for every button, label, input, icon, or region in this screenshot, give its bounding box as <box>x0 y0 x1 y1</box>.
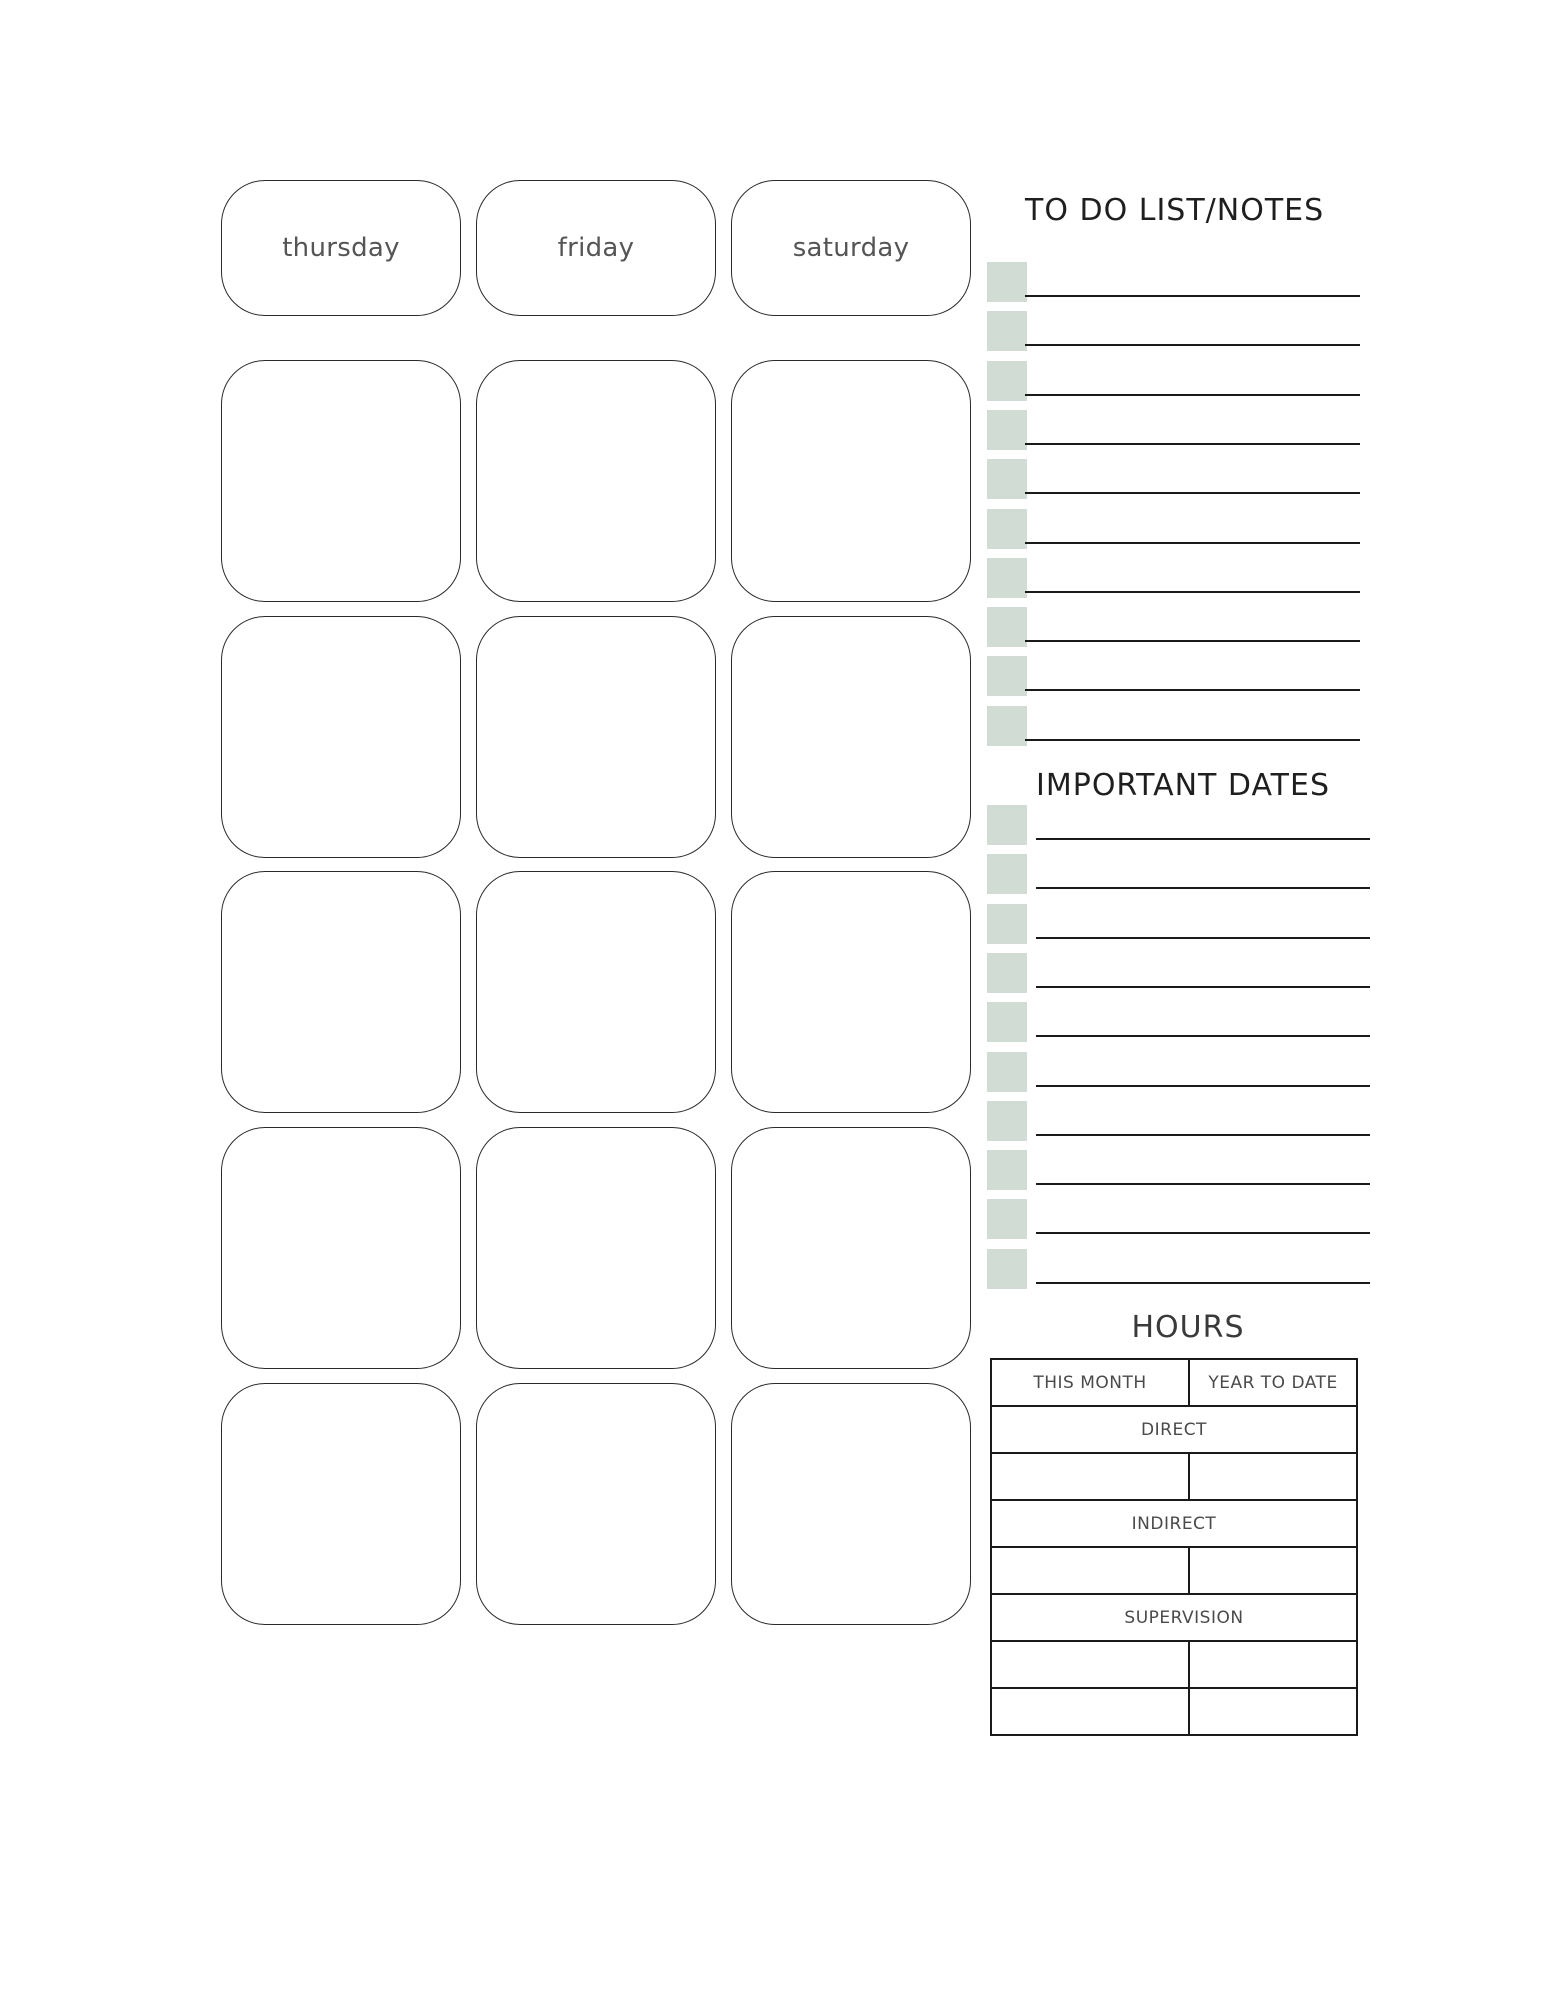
day-cell[interactable] <box>476 1127 716 1369</box>
important-date-line[interactable] <box>1036 838 1370 840</box>
day-cell[interactable] <box>221 616 461 858</box>
day-cell[interactable] <box>476 616 716 858</box>
todo-item-line[interactable] <box>1025 344 1360 346</box>
day-cell[interactable] <box>731 1127 971 1369</box>
todo-item-checkbox[interactable] <box>987 361 1027 401</box>
important-date-checkbox[interactable] <box>987 1052 1027 1092</box>
todo-item-line[interactable] <box>1025 295 1360 297</box>
todo-item-line[interactable] <box>1025 443 1360 445</box>
day-cell[interactable] <box>731 1383 971 1625</box>
day-cell[interactable] <box>221 360 461 602</box>
important-date-checkbox[interactable] <box>987 1101 1027 1141</box>
hours-section-row <box>991 1500 1357 1547</box>
day-header-friday <box>476 180 716 316</box>
todo-item-checkbox[interactable] <box>987 410 1027 450</box>
supervision-this-month-cell-2[interactable] <box>991 1688 1189 1735</box>
day-cell[interactable] <box>221 1127 461 1369</box>
hours-section-row <box>991 1406 1357 1453</box>
important-date-line[interactable] <box>1036 1232 1370 1234</box>
important-date-checkbox[interactable] <box>987 1199 1027 1239</box>
todo-item-line[interactable] <box>1025 591 1360 593</box>
todo-item-line[interactable] <box>1025 542 1360 544</box>
hours-entry-row <box>991 1641 1357 1688</box>
important-date-checkbox[interactable] <box>987 1249 1027 1289</box>
todo-item-checkbox[interactable] <box>987 558 1027 598</box>
day-cell[interactable] <box>731 871 971 1113</box>
todo-item-checkbox[interactable] <box>987 607 1027 647</box>
important-date-line[interactable] <box>1036 1134 1370 1136</box>
important-date-checkbox[interactable] <box>987 805 1027 845</box>
supervision-label: SUPERVISION <box>991 1594 1357 1641</box>
hours-entry-row <box>991 1688 1357 1735</box>
important-date-line[interactable] <box>1036 1282 1370 1284</box>
important-date-line[interactable] <box>1036 1085 1370 1087</box>
indirect-year-to-date-cell[interactable] <box>1189 1547 1357 1594</box>
important-date-checkbox[interactable] <box>987 1150 1027 1190</box>
day-label: thursday <box>282 233 400 263</box>
important-date-line[interactable] <box>1036 887 1370 889</box>
direct-label: DIRECT <box>991 1406 1357 1453</box>
supervision-this-month-cell[interactable] <box>991 1641 1189 1688</box>
direct-this-month-cell[interactable] <box>991 1453 1189 1500</box>
important-date-checkbox[interactable] <box>987 953 1027 993</box>
hours-section-row <box>991 1594 1357 1641</box>
indirect-this-month-cell[interactable] <box>991 1547 1189 1594</box>
day-cell[interactable] <box>731 616 971 858</box>
important-date-line[interactable] <box>1036 937 1370 939</box>
direct-year-to-date-cell[interactable] <box>1189 1453 1357 1500</box>
indirect-label: INDIRECT <box>991 1500 1357 1547</box>
day-cell[interactable] <box>731 360 971 602</box>
day-label: saturday <box>792 233 910 263</box>
day-cell[interactable] <box>476 1383 716 1625</box>
todo-item-line[interactable] <box>1025 640 1360 642</box>
todo-title: TO DO LIST/NOTES <box>1025 193 1325 228</box>
day-cell[interactable] <box>476 360 716 602</box>
important-date-checkbox[interactable] <box>987 904 1027 944</box>
todo-item-checkbox[interactable] <box>987 706 1027 746</box>
important-date-checkbox[interactable] <box>987 854 1027 894</box>
day-header-saturday <box>731 180 971 316</box>
day-cell[interactable] <box>221 871 461 1113</box>
hours-title: HOURS <box>1131 1310 1245 1345</box>
hours-header-row <box>991 1359 1357 1406</box>
important-date-line[interactable] <box>1036 1035 1370 1037</box>
supervision-year-to-date-cell[interactable] <box>1189 1641 1357 1688</box>
supervision-year-to-date-cell-2[interactable] <box>1189 1688 1357 1735</box>
important-date-checkbox[interactable] <box>987 1002 1027 1042</box>
day-cell[interactable] <box>476 871 716 1113</box>
todo-item-line[interactable] <box>1025 739 1360 741</box>
day-label: friday <box>557 233 635 263</box>
day-header-thursday <box>221 180 461 316</box>
day-cell[interactable] <box>221 1383 461 1625</box>
important-date-line[interactable] <box>1036 1183 1370 1185</box>
important-date-line[interactable] <box>1036 986 1370 988</box>
todo-item-checkbox[interactable] <box>987 311 1027 351</box>
todo-item-checkbox[interactable] <box>987 509 1027 549</box>
todo-item-line[interactable] <box>1025 394 1360 396</box>
todo-item-line[interactable] <box>1025 492 1360 494</box>
todo-item-line[interactable] <box>1025 689 1360 691</box>
todo-item-checkbox[interactable] <box>987 459 1027 499</box>
hours-entry-row <box>991 1547 1357 1594</box>
todo-item-checkbox[interactable] <box>987 656 1027 696</box>
hours-table <box>990 1358 1358 1736</box>
this-month-header: THIS MONTH <box>991 1359 1189 1406</box>
todo-item-checkbox[interactable] <box>987 262 1027 302</box>
hours-entry-row <box>991 1453 1357 1500</box>
important-dates-title: IMPORTANT DATES <box>1036 768 1331 803</box>
year-to-date-header: YEAR TO DATE <box>1189 1359 1357 1406</box>
